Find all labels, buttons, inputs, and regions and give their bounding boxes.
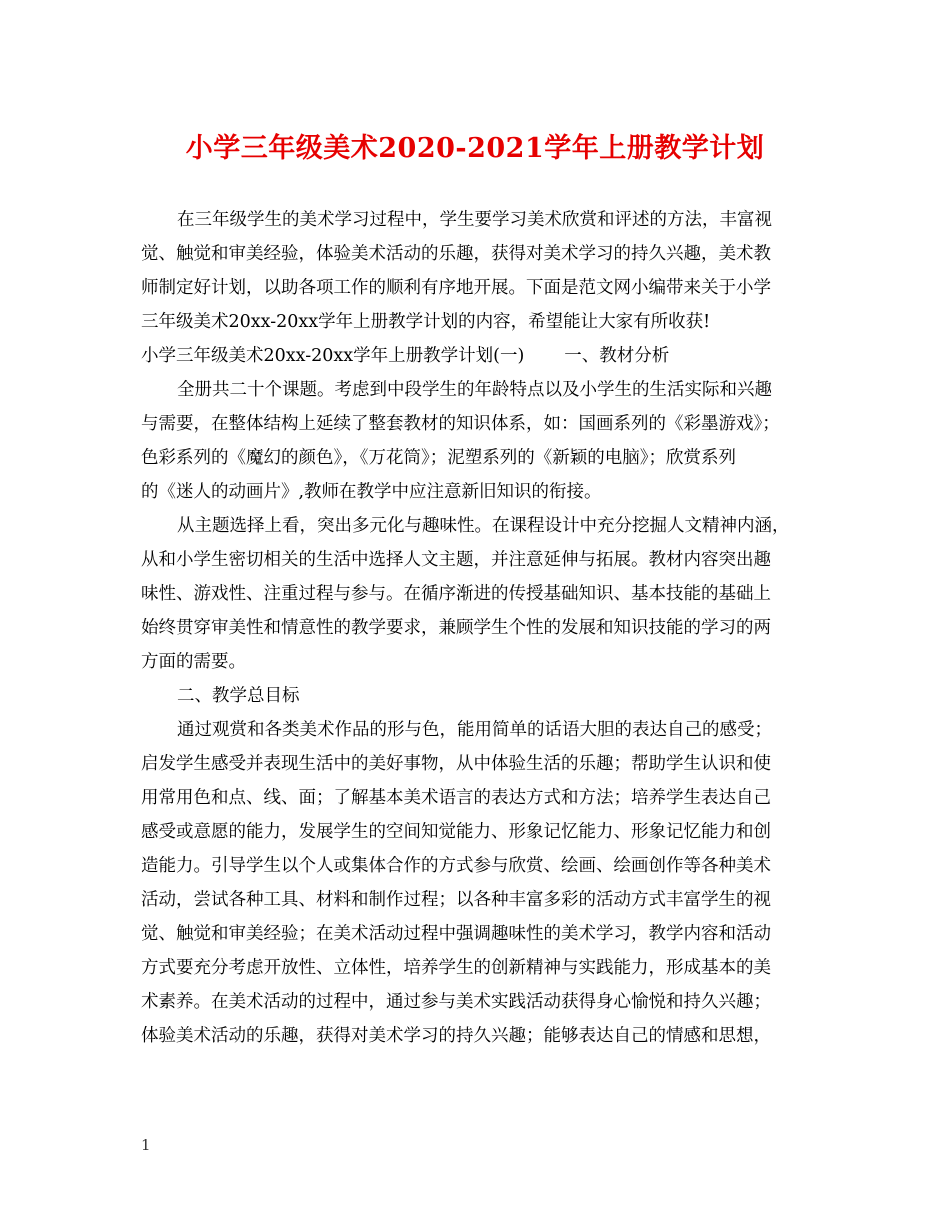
text-line xyxy=(141,373,831,407)
text-line xyxy=(141,679,831,713)
text-line xyxy=(141,985,831,1019)
text-line-content: 三年级美术20xx-20xx学年上册教学计划的内容，希望能让大家有所收获! xyxy=(141,312,711,332)
text-line-content: 感受或意愿的能力，发展学生的空间知觉能力、形象记忆能力、形象记忆能力和创 xyxy=(141,822,771,842)
text-line-content: 启发学生感受并表现生活中的美好事物，从中体验生活的乐趣；帮助学生认识和使 xyxy=(141,754,771,774)
text-line xyxy=(141,203,831,237)
text-line-content: 的《迷人的动画片》,教师在教学中应注意新旧知识的衔接。 xyxy=(141,482,602,502)
page-number: 1 xyxy=(141,1136,151,1154)
text-line xyxy=(141,747,831,781)
text-line-content: 师制定好计划，以助各项工作的顺利有序地开展。下面是范文网小编带来关于小学 xyxy=(141,278,771,298)
text-line xyxy=(141,781,831,815)
text-line xyxy=(141,849,831,883)
text-line xyxy=(141,883,831,917)
text-line xyxy=(141,237,831,271)
text-line-content: 在三年级学生的美术学习过程中，学生要学习美术欣赏和评述的方法，丰富视 xyxy=(177,210,772,230)
text-line-content: 通过观赏和各类美术作品的形与色，能用简单的话语大胆的表达自己的感受； xyxy=(177,720,772,740)
text-line xyxy=(141,1019,831,1053)
text-line xyxy=(141,543,831,577)
text-line xyxy=(141,475,831,509)
text-line xyxy=(141,509,831,543)
text-line-content: 二、教学总目标 xyxy=(177,686,300,706)
text-line-content: 小学三年级美术20xx-20xx学年上册教学计划(一) xyxy=(141,346,525,366)
text-line-content: 味性、游戏性、注重过程与参与。在循序渐进的传授基础知识、基本技能的基础上 xyxy=(141,584,771,604)
text-line xyxy=(141,611,831,645)
text-line-content: 造能力。引导学生以个人或集体合作的方式参与欣赏、绘画、绘画创作等各种美术 xyxy=(141,856,771,876)
text-line-content: 觉、触觉和审美经验；在美术活动过程中强调趣味性的美术学习，教学内容和活动 xyxy=(141,924,771,944)
text-line-content: 始终贯穿审美性和情意性的教学要求，兼顾学生个性的发展和知识技能的学习的两 xyxy=(141,618,771,638)
text-line xyxy=(141,407,831,441)
text-line-content: 全册共二十个课题。考虑到中段学生的年龄特点以及小学生的生活实际和兴趣 xyxy=(177,380,772,400)
text-line xyxy=(141,577,831,611)
text-line-content: 觉、触觉和审美经验，体验美术活动的乐趣，获得对美术学习的持久兴趣，美术教 xyxy=(141,244,771,264)
text-line xyxy=(141,339,831,373)
text-line-content: 方式要充分考虑开放性、立体性，培养学生的创新精神与实践能力，形成基本的美 xyxy=(141,958,771,978)
text-line-content: 方面的需要。 xyxy=(141,652,246,672)
text-line-content: 术素养。在美术活动的过程中，通过参与美术实践活动获得身心愉悦和持久兴趣； xyxy=(141,992,771,1012)
text-line xyxy=(141,645,831,679)
document-body xyxy=(141,203,831,1053)
text-line-content: 活动，尝试各种工具、材料和制作过程；以各种丰富多彩的活动方式丰富学生的视 xyxy=(141,890,771,910)
text-line xyxy=(141,815,831,849)
text-line-content: 与需要，在整体结构上延续了整套教材的知识体系，如：国画系列的《彩墨游戏》； xyxy=(141,414,780,434)
text-line-content: 用常用色和点、线、面；了解基本美术语言的表达方式和方法；培养学生表达自己 xyxy=(141,788,771,808)
text-line-content: 从主题选择上看，突出多元化与趣味性。在课程设计中充分挖掘人文精神内涵， xyxy=(177,516,790,536)
text-line-content: 色彩系列的《魔幻的颜色》，《万花筒》；泥塑系列的《新颖的电脑》；欣赏系列 xyxy=(141,448,736,468)
text-line xyxy=(141,951,831,985)
text-line-content: 从和小学生密切相关的生活中选择人文主题，并注意延伸与拓展。教材内容突出趣 xyxy=(141,550,771,570)
document-title: 小学三年级美术2020-2021学年上册教学计划 xyxy=(185,133,765,164)
text-line xyxy=(141,441,831,475)
text-line xyxy=(141,305,831,339)
section-heading-inline: 一、教材分析 xyxy=(564,346,670,366)
text-line-content: 体验美术活动的乐趣，获得对美术学习的持久兴趣；能够表达自己的情感和思想， xyxy=(141,1026,771,1046)
text-line xyxy=(141,271,831,305)
text-line xyxy=(141,713,831,747)
text-line xyxy=(141,917,831,951)
